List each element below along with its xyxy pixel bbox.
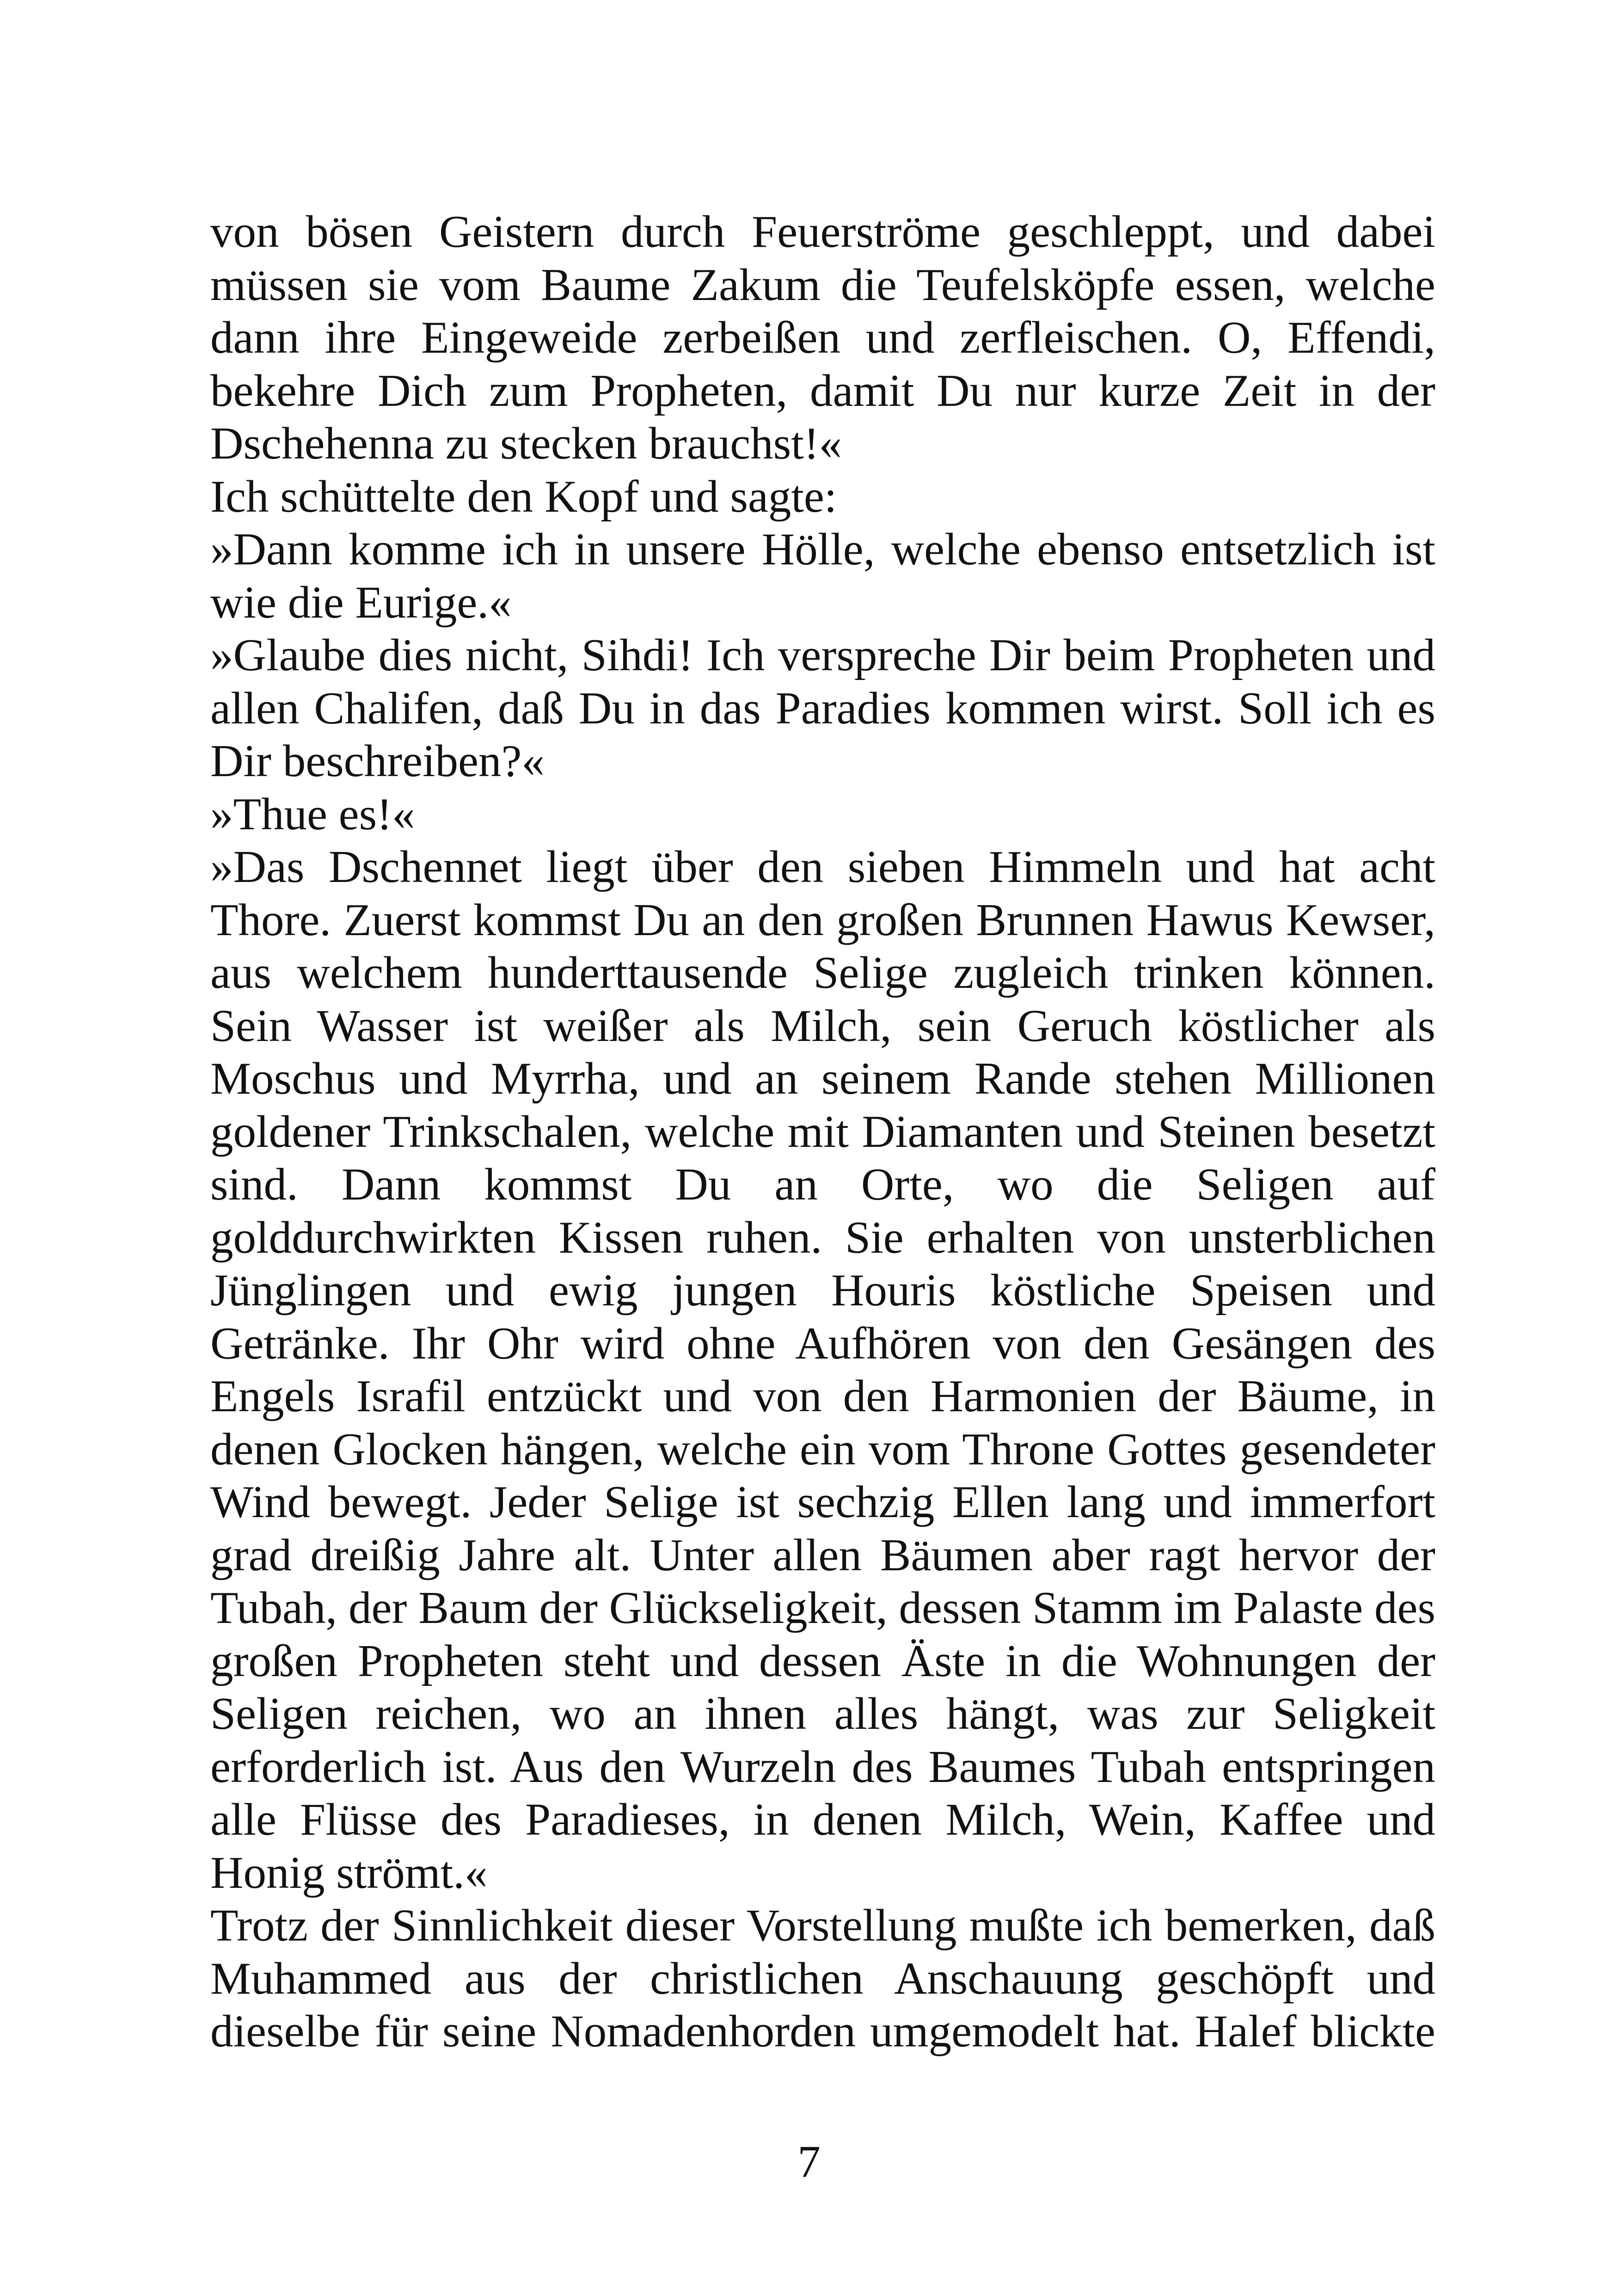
text-line: Tubah, der Baum der Glückseligkeit, dessen Stamm im Palaste des — [210, 1583, 1435, 1633]
text-line: »Das Dschennet liegt über den sieben Himmeln und hat acht — [210, 842, 1435, 892]
text-line: Dschehenna zu stecken brauchst!« — [210, 418, 842, 469]
text-line: Trotz der Sinnlichkeit dieser Vorstellung mußte ich bemerken, daß — [210, 1900, 1435, 1951]
text-line: Dir beschreiben?« — [210, 736, 545, 786]
text-line: aus welchem hunderttausende Selige zugleich trinken können. — [210, 948, 1435, 998]
text-line: sind. Dann kommst Du an Orte, wo die Seligen auf — [210, 1159, 1435, 1210]
text-line: Sein Wasser ist weißer als Milch, sein Geruch köstlicher als — [210, 1000, 1435, 1051]
text-line: allen Chalifen, daß Du in das Paradies kommen wirst. Soll ich es — [210, 683, 1435, 734]
text-line: goldener Trinkschalen, welche mit Diamanten und Steinen besetzt — [210, 1106, 1435, 1157]
text-line: Moschus und Myrrha, und an seinem Rande stehen Millionen — [210, 1053, 1435, 1104]
text-line: golddurchwirkten Kissen ruhen. Sie erhalten von unsterblichen — [210, 1212, 1435, 1263]
text-line: bekehre Dich zum Propheten, damit Du nur kurze Zeit in der — [210, 365, 1435, 416]
text-line: »Dann komme ich in unsere Hölle, welche ebenso entsetzlich ist — [210, 524, 1435, 575]
text-line: »Glaube dies nicht, Sihdi! Ich verspreche Dir beim Propheten und — [210, 630, 1435, 680]
text-line: Muhammed aus der christlichen Anschauung geschöpft und — [210, 1953, 1435, 2004]
text-line: dann ihre Eingeweide zerbeißen und zerfleischen. O, Effendi, — [210, 312, 1435, 363]
text-line: Engels Israfil entzückt und von den Harmonien der Bäume, in — [210, 1371, 1435, 1421]
text-line: dieselbe für seine Nomadenhorden umgemodelt hat. Halef blickte — [210, 2006, 1435, 2057]
body-text — [210, 206, 1435, 2058]
text-line: wie die Eurige.« — [210, 577, 512, 628]
text-line: müssen sie vom Baume Zakum die Teufelsköpfe essen, welche — [210, 259, 1435, 310]
text-line: Honig strömt.« — [210, 1847, 488, 1898]
text-line: Ich schüttelte den Kopf und sagte: — [210, 471, 837, 522]
text-line: von bösen Geistern durch Feuerströme geschleppt, und dabei — [210, 207, 1435, 257]
text-line: Wind bewegt. Jeder Selige ist sechzig Ellen lang und immerfort — [210, 1477, 1435, 1527]
text-line: Thore. Zuerst kommst Du an den großen Brunnen Hawus Kewser, — [210, 894, 1435, 945]
text-line: Jünglingen und ewig jungen Houris köstliche Speisen und — [210, 1265, 1435, 1316]
text-line: »Thue es!« — [210, 789, 415, 839]
text-line: grad dreißig Jahre alt. Unter allen Bäumen aber ragt hervor der — [210, 1530, 1435, 1580]
text-line: alle Flüsse des Paradieses, in denen Milch, Wein, Kaffee und — [210, 1794, 1435, 1845]
text-line: großen Propheten steht und dessen Äste in die Wohnungen der — [210, 1635, 1435, 1686]
text-line: denen Glocken hängen, welche ein vom Throne Gottes gesendeter — [210, 1424, 1435, 1475]
page-number: 7 — [797, 2137, 821, 2187]
text-line: Getränke. Ihr Ohr wird ohne Aufhören von den Gesängen des — [210, 1318, 1435, 1369]
text-line: erforderlich ist. Aus den Wurzeln des Baumes Tubah entspringen — [210, 1741, 1435, 1792]
text-line: Seligen reichen, wo an ihnen alles hängt, was zur Seligkeit — [210, 1689, 1435, 1739]
